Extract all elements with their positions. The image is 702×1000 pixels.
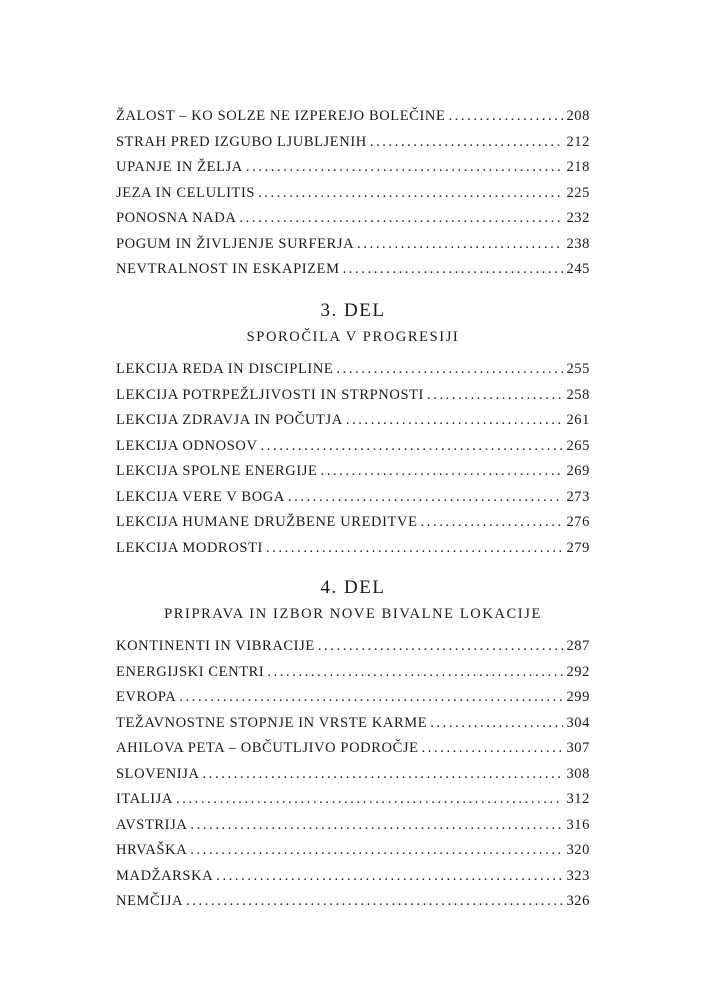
toc-entry-page: 232 — [566, 210, 590, 226]
toc-entry-title: PONOSNA NADA — [116, 210, 237, 226]
toc-entry-page: 265 — [566, 437, 590, 454]
toc-entry — [116, 206, 590, 232]
toc-leader-dots — [261, 434, 564, 460]
toc-list-part-4 — [116, 634, 590, 915]
toc-entry-title: LEKCIJA HUMANE DRUŽBENE UREDITVE — [116, 514, 418, 530]
toc-leader-dots — [346, 408, 564, 434]
part-3-heading — [116, 298, 590, 348]
toc-entry — [116, 660, 590, 686]
toc-entry-page: 323 — [566, 867, 590, 884]
toc-leader-dots — [203, 762, 564, 788]
toc-entry-page: 255 — [566, 361, 590, 377]
toc-leader-dots — [267, 660, 563, 686]
toc-entry — [116, 181, 590, 207]
toc-entry-page: 308 — [566, 765, 590, 782]
toc-entry-page: 326 — [566, 893, 590, 909]
toc-list-part-3 — [116, 357, 590, 561]
toc-entry-title: KONTINENTI IN VIBRACIJE — [116, 638, 315, 654]
toc-entry-page: 279 — [566, 539, 590, 556]
toc-entry-title: NEMČIJA — [116, 893, 184, 909]
toc-entry — [116, 485, 590, 511]
part-title: PRIPRAVA IN IZBOR NOVE BIVALNE LOKACIJE — [164, 606, 542, 622]
toc-leader-dots — [448, 104, 563, 130]
toc-entry-title: LEKCIJA VERE V BOGA — [116, 488, 285, 505]
toc-entry — [116, 634, 590, 660]
toc-entry-page: 261 — [566, 412, 590, 428]
toc-entry-page: 320 — [566, 842, 590, 858]
toc-entry-title: POGUM IN ŽIVLJENJE SURFERJA — [116, 235, 355, 252]
toc-entry — [116, 889, 590, 915]
toc-leader-dots — [190, 813, 563, 839]
toc-entry-title: HRVAŠKA — [116, 842, 188, 858]
toc-leader-dots — [258, 181, 563, 207]
toc-entry-page: 292 — [566, 663, 590, 680]
toc-entry-title: NEVTRALNOST IN ESKAPIZEM — [116, 261, 340, 277]
toc-leader-dots — [288, 485, 564, 511]
toc-entry — [116, 838, 590, 864]
toc-entry-title: UPANJE IN ŽELJA — [116, 159, 243, 175]
toc-entry-page: 276 — [566, 514, 590, 530]
toc-entry-page: 273 — [566, 488, 590, 505]
toc-entry — [116, 685, 590, 711]
toc-entry-page: 258 — [566, 386, 590, 403]
toc-leader-dots — [357, 232, 563, 258]
toc-entry-page: 238 — [566, 235, 590, 252]
toc-entry — [116, 357, 590, 383]
toc-entry-title: LEKCIJA SPOLNE ENERGIJE — [116, 463, 318, 479]
toc-entry-title: SLOVENIJA — [116, 765, 200, 782]
toc-leader-dots — [216, 864, 563, 890]
toc-entry-title: ITALIJA — [116, 791, 173, 807]
part-title: SPOROČILA V PROGRESIJI — [246, 329, 460, 345]
toc-leader-dots — [239, 206, 563, 232]
toc-entry — [116, 434, 590, 460]
toc-entry-page: 212 — [566, 133, 590, 150]
toc-entry-title: ŽALOST – KO SOLZE NE IZPEREJO BOLEČINE — [116, 108, 446, 124]
part-number: 4. DEL — [320, 577, 386, 598]
toc-entry-page: 245 — [566, 261, 590, 277]
toc-leader-dots — [430, 711, 563, 737]
toc-entry — [116, 155, 590, 181]
toc-entry — [116, 408, 590, 434]
toc-entry — [116, 813, 590, 839]
toc-entry-title: AHILOVA PETA – OBČUTLJIVO PODROČJE — [116, 740, 419, 756]
toc-entry-page: 304 — [566, 714, 590, 731]
toc-entry-page: 208 — [566, 108, 590, 124]
toc-entry-title: LEKCIJA ZDRAVJA IN POČUTJA — [116, 412, 343, 428]
toc-entry-title: LEKCIJA MODROSTI — [116, 539, 263, 556]
toc-leader-dots — [318, 634, 564, 660]
toc-entry-page: 218 — [566, 159, 590, 175]
toc-entry — [116, 536, 590, 562]
toc-entry — [116, 459, 590, 485]
toc-leader-dots — [343, 257, 564, 283]
toc-leader-dots — [266, 536, 563, 562]
toc-entry-title: LEKCIJA ODNOSOV — [116, 437, 258, 454]
toc-entry-title: EVROPA — [116, 689, 177, 705]
toc-entry-title: LEKCIJA POTRPEŽLJIVOSTI IN STRPNOSTI — [116, 386, 424, 403]
toc-leader-dots — [186, 889, 563, 915]
toc-entry-page: 299 — [566, 689, 590, 705]
toc-entry-page: 225 — [566, 184, 590, 201]
toc-entry-page: 307 — [566, 740, 590, 756]
toc-entry-page: 287 — [566, 638, 590, 654]
toc-leader-dots — [427, 383, 563, 409]
toc-leader-dots — [422, 736, 564, 762]
toc-entry-title: ENERGIJSKI CENTRI — [116, 663, 265, 680]
toc-entry-title: MADŽARSKA — [116, 867, 214, 884]
toc-entry — [116, 510, 590, 536]
toc-leader-dots — [336, 357, 563, 383]
toc-entry — [116, 864, 590, 890]
toc-entry — [116, 383, 590, 409]
toc-list-previous-part — [116, 104, 590, 283]
part-number: 3. DEL — [320, 300, 386, 321]
toc-entry — [116, 736, 590, 762]
toc-entry — [116, 130, 590, 156]
toc-leader-dots — [246, 155, 564, 181]
toc-entry — [116, 711, 590, 737]
toc-entry-title: STRAH PRED IZGUBO LJUBLJENIH — [116, 133, 367, 150]
toc-entry-page: 312 — [566, 791, 590, 807]
toc-entry-page: 269 — [566, 463, 590, 479]
toc-entry-title: TEŽAVNOSTNE STOPNJE IN VRSTE KARME — [116, 714, 428, 731]
toc-entry — [116, 762, 590, 788]
toc-entry-title: JEZA IN CELULITIS — [116, 184, 256, 201]
toc-entry-title: LEKCIJA REDA IN DISCIPLINE — [116, 361, 334, 377]
toc-leader-dots — [321, 459, 564, 485]
toc-entry-page: 316 — [566, 816, 590, 833]
toc-leader-dots — [179, 685, 563, 711]
toc-leader-dots — [421, 510, 564, 536]
toc-entry — [116, 104, 590, 130]
part-4-heading — [116, 575, 590, 625]
toc-entry-title: AVSTRIJA — [116, 816, 188, 833]
toc-leader-dots — [190, 838, 563, 864]
toc-leader-dots — [370, 130, 564, 156]
toc-entry — [116, 232, 590, 258]
toc-entry — [116, 257, 590, 283]
toc-leader-dots — [176, 787, 563, 813]
toc-entry — [116, 787, 590, 813]
